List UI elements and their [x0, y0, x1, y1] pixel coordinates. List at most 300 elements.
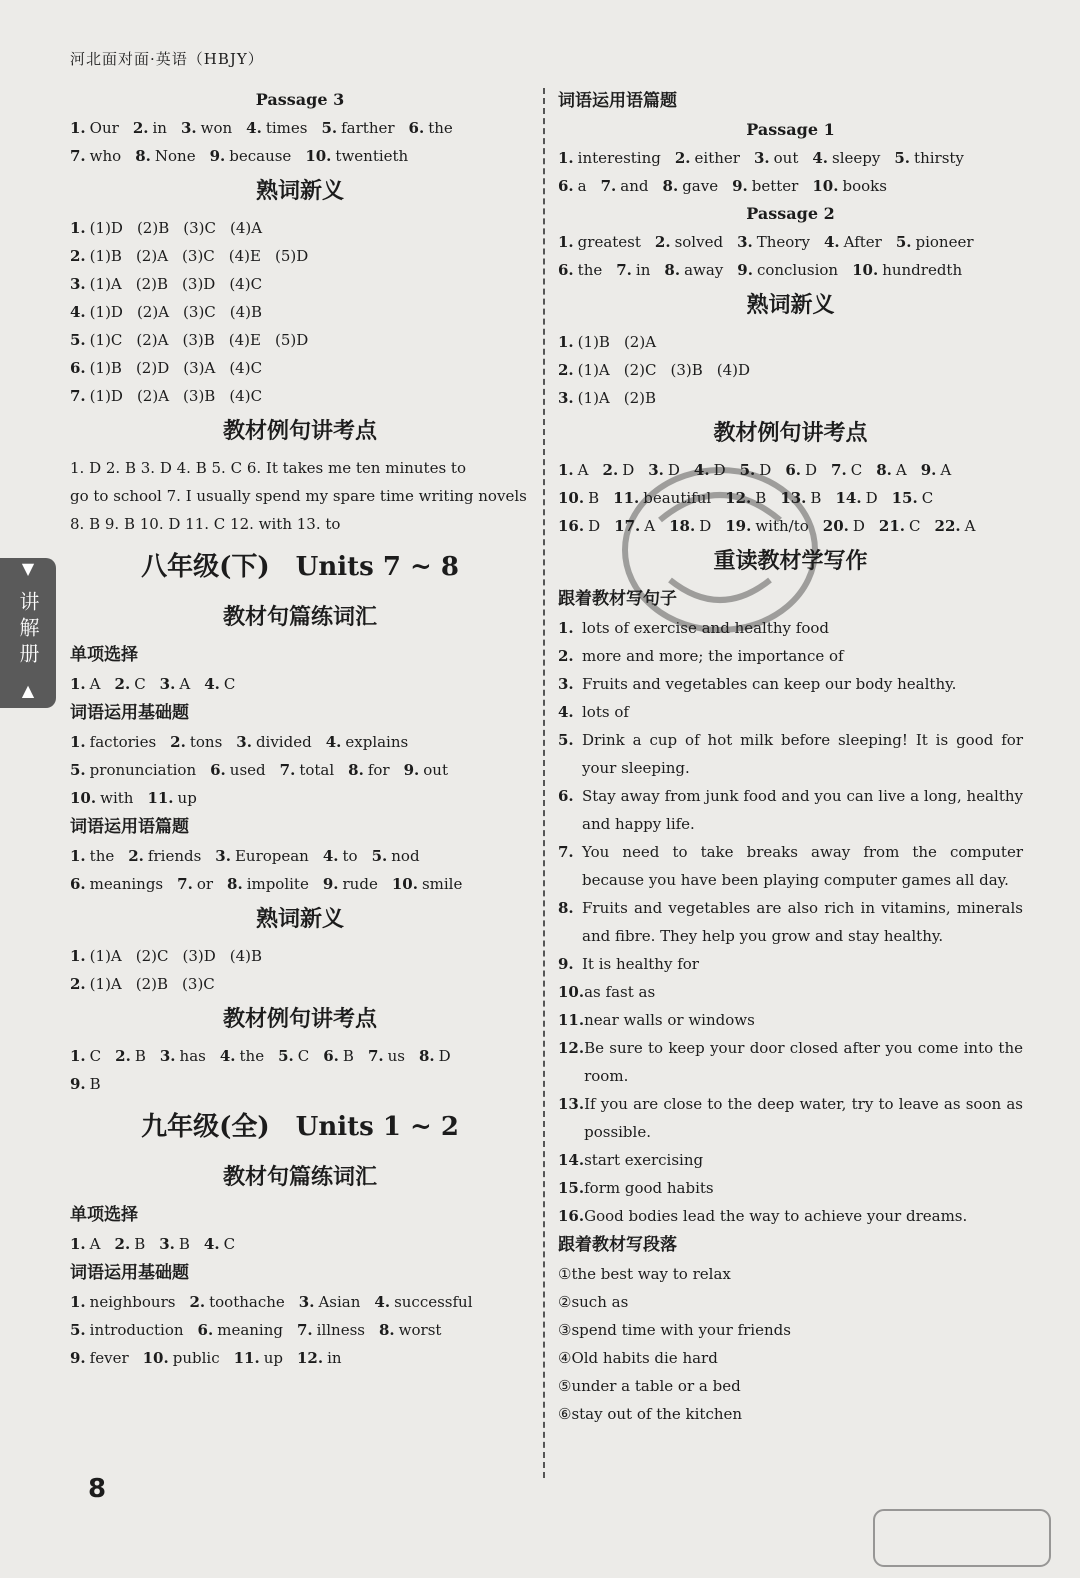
sentence-text: start exercising: [584, 1151, 704, 1169]
answer-number: 8.: [664, 261, 681, 279]
answer-number: 7.: [367, 1047, 384, 1065]
answer-value: (2)B: [623, 389, 657, 407]
answer-number: 11.: [233, 1349, 260, 1367]
answer-group: [558, 456, 1023, 540]
answer-group: [70, 1288, 530, 1372]
answer-group: [70, 942, 530, 998]
answer-line: [70, 142, 530, 170]
answer-value: in: [327, 1349, 342, 1367]
answer-number: 1.: [70, 947, 86, 965]
answer-value: A: [577, 461, 589, 479]
answer-value: A: [644, 517, 656, 535]
answer-value: (4)D: [716, 361, 751, 379]
sentence-number: 2.: [558, 647, 574, 665]
paragraph-item: ①the best way to relax: [558, 1265, 731, 1283]
answer-number: 13.: [780, 489, 807, 507]
section-heading: 教材句篇练词汇: [222, 1165, 377, 1190]
answer-number: 8.: [348, 761, 364, 779]
answer-value: (2)A: [623, 333, 657, 351]
section-heading: 教材例句讲考点: [222, 419, 377, 444]
answer-number: 1.: [70, 733, 86, 751]
answer-value: C: [89, 1047, 102, 1065]
answer-number: 7.: [70, 387, 86, 405]
answer-number: 2.: [70, 975, 86, 993]
answer-number: 2.: [674, 149, 691, 167]
answer-value: twentieth: [335, 147, 409, 165]
answer-value: won: [200, 119, 233, 137]
answer-value: factories: [89, 733, 157, 751]
sentence-text: near walls or windows: [584, 1011, 755, 1029]
answer-number: 6.: [210, 761, 226, 779]
answer-group: [70, 1230, 530, 1258]
subsection-heading: 词语运用语篇题: [558, 91, 677, 111]
subsection-heading: 跟着教材写段落: [558, 1235, 677, 1255]
answer-value: or: [196, 875, 214, 893]
answer-value: A: [89, 1235, 101, 1253]
section-heading: 熟词新义: [746, 293, 835, 318]
answer-number: 6.: [558, 261, 574, 279]
answer-line: [70, 870, 530, 898]
answer-line: [558, 512, 1023, 540]
answer-value: (5)D: [274, 247, 309, 265]
sentence-number: 7.: [558, 843, 574, 861]
sentence-item: [558, 1202, 1023, 1230]
answer-number: 7.: [831, 461, 847, 479]
answer-value: the: [89, 847, 115, 865]
answer-line: [70, 784, 530, 812]
answer-line: [70, 970, 530, 998]
answer-line: [70, 298, 530, 326]
answer-number: 7.: [616, 261, 632, 279]
answer-value: (2)D: [135, 359, 170, 377]
sentence-text: form good habits: [584, 1179, 714, 1197]
answer-value: with: [100, 789, 134, 807]
answer-number: 11.: [613, 489, 640, 507]
section-heading: 熟词新义: [255, 907, 344, 932]
answer-number: 3.: [648, 461, 664, 479]
answer-value: C: [297, 1047, 310, 1065]
answer-value: After: [843, 233, 882, 251]
answer-number: 3.: [753, 149, 770, 167]
answer-value: who: [89, 147, 122, 165]
answer-value: (3)C: [183, 219, 216, 237]
answer-value: greatest: [577, 233, 641, 251]
answer-value: C: [134, 675, 146, 693]
answer-line: [558, 384, 1023, 412]
sentence-number: 1.: [558, 619, 574, 637]
answer-value: worst: [398, 1321, 442, 1339]
answer-value: tons: [189, 733, 223, 751]
sentence-item: [558, 1146, 1023, 1174]
answer-value: (1)A: [89, 947, 122, 965]
answer-number: 4.: [204, 675, 220, 693]
answer-value: D: [438, 1047, 451, 1065]
answer-line: [70, 1230, 530, 1258]
sentence-item: [558, 782, 1023, 838]
sentence-item: [558, 838, 1023, 894]
answer-number: 6.: [558, 177, 574, 195]
answer-group: [70, 214, 530, 410]
answer-number: 17.: [614, 517, 641, 535]
answer-value: (2)A: [135, 247, 169, 265]
passage-title: Passage 2: [746, 204, 835, 223]
answer-value: (1)A: [89, 275, 122, 293]
answer-number: 3.: [558, 389, 574, 407]
chevron-up-icon: ▲: [21, 681, 35, 700]
answer-value: in: [635, 261, 651, 279]
answer-number: 10.: [70, 789, 97, 807]
sentence-number: 9.: [558, 955, 574, 973]
sentence-number: 13.: [558, 1095, 585, 1113]
answer-value: A: [940, 461, 952, 479]
answer-number: 5.: [895, 233, 912, 251]
answer-value: has: [179, 1047, 206, 1065]
answer-number: 2.: [189, 1293, 206, 1311]
sentence-text: Be sure to keep your door closed after you come into the room.: [584, 1039, 1023, 1085]
answer-value: (1)D: [89, 219, 123, 237]
answer-value: (3)B: [670, 361, 703, 379]
answer-value: explains: [345, 733, 409, 751]
answer-number: 2.: [70, 247, 86, 265]
answer-number: 10.: [852, 261, 879, 279]
answer-number: 4.: [246, 119, 262, 137]
answer-value: (2)C: [135, 947, 169, 965]
answer-number: 9.: [209, 147, 226, 165]
answer-value: (1)C: [89, 331, 123, 349]
answer-value: (1)A: [577, 361, 610, 379]
answer-number: 1.: [70, 119, 86, 137]
paragraph-item: ②such as: [558, 1293, 629, 1311]
answer-number: 1.: [558, 333, 574, 351]
answer-number: 3.: [70, 275, 86, 293]
answer-number: 5.: [70, 331, 86, 349]
answer-value: D: [667, 461, 680, 479]
answer-number: 4.: [374, 1293, 391, 1311]
answer-number: 2.: [114, 1235, 131, 1253]
side-tab-label: 讲解册: [16, 591, 40, 669]
answer-line: [70, 214, 530, 242]
answer-value: (4)A: [229, 219, 263, 237]
answer-line: [70, 728, 530, 756]
answer-value: used: [229, 761, 266, 779]
answer-value: (5)D: [274, 331, 309, 349]
answer-number: 12.: [725, 489, 752, 507]
sentence-item: [558, 1090, 1023, 1146]
answer-value: (2)A: [136, 331, 169, 349]
sentence-item: [558, 614, 1023, 642]
answer-value: (2)B: [135, 275, 169, 293]
answer-value: to: [342, 847, 358, 865]
answer-value: with/to: [755, 517, 809, 535]
answer-number: 3.: [737, 233, 753, 251]
answer-value: B: [810, 489, 822, 507]
answer-line: [558, 172, 1023, 200]
answer-value: B: [134, 1047, 146, 1065]
watermark-logo: [872, 1508, 1052, 1568]
answer-value: successful: [394, 1293, 473, 1311]
passage-title: Passage 3: [255, 90, 345, 109]
answer-value: friends: [147, 847, 202, 865]
answer-value: A: [895, 461, 907, 479]
answer-number: 10.: [142, 1349, 169, 1367]
answer-number: 8.: [227, 875, 243, 893]
answer-number: 1.: [70, 1293, 86, 1311]
answer-value: meanings: [89, 875, 164, 893]
answer-number: 21.: [878, 517, 906, 535]
answer-value: C: [921, 489, 934, 507]
answer-line: [558, 356, 1023, 384]
logo-graphic: [872, 1508, 1052, 1568]
sentence-text: Fruits and vegetables are also rich in vitamins, minerals and fibre. They help you grow and stay healthy.: [582, 899, 1023, 945]
answer-number: 3.: [159, 675, 176, 693]
answer-number: 8.: [378, 1321, 395, 1339]
answer-value: D: [699, 517, 712, 535]
answer-value: (2)B: [136, 219, 170, 237]
page-number: 8: [88, 1474, 107, 1504]
answer-number: 6.: [70, 359, 86, 377]
sentence-text: lots of: [582, 703, 629, 721]
page-header: 河北面对面·英语（HBJY）: [70, 50, 264, 68]
answer-group: [558, 144, 1023, 200]
answer-number: 8.: [418, 1047, 435, 1065]
answer-value: (1)A: [89, 975, 122, 993]
answer-value: toothache: [209, 1293, 285, 1311]
answer-value: meaning: [217, 1321, 283, 1339]
answer-number: 6.: [785, 461, 801, 479]
sentence-number: 8.: [558, 899, 574, 917]
sentence-item: [558, 670, 1023, 698]
answer-number: 7.: [279, 761, 296, 779]
answer-value: Asian: [318, 1293, 361, 1311]
answer-number: 4.: [693, 461, 710, 479]
answer-number: 6.: [323, 1047, 339, 1065]
subsection-heading: 跟着教材写句子: [558, 589, 677, 609]
answer-value: (1)D: [89, 387, 123, 405]
answer-number: 3.: [298, 1293, 315, 1311]
answer-line: [70, 842, 530, 870]
answer-number: 9.: [403, 761, 420, 779]
answer-line: [70, 326, 530, 354]
answer-number: 4.: [325, 733, 342, 751]
answer-number: 9.: [70, 1075, 86, 1093]
answer-value: (4)E: [228, 247, 261, 265]
answer-value: public: [172, 1349, 220, 1367]
answer-value: up: [263, 1349, 283, 1367]
answer-line: [70, 242, 530, 270]
answer-value: introduction: [89, 1321, 184, 1339]
sentence-number: 10.: [558, 983, 585, 1001]
answer-value: times: [265, 119, 308, 137]
answer-number: 18.: [669, 517, 696, 535]
answer-number: 9.: [322, 875, 339, 893]
answer-value: A: [179, 675, 191, 693]
answer-value: None: [154, 147, 196, 165]
answer-value: D: [622, 461, 635, 479]
sentence-number: 15.: [558, 1179, 585, 1197]
answer-number: 22.: [934, 517, 961, 535]
answer-value: out: [423, 761, 448, 779]
subsection-heading: 词语运用语篇题: [70, 817, 189, 837]
answer-line: [70, 756, 530, 784]
side-tab: [0, 558, 56, 708]
sentence-item: [558, 1174, 1023, 1202]
answer-number: 11.: [147, 789, 174, 807]
answer-line: [558, 456, 1023, 484]
answer-line: [558, 256, 1023, 284]
answer-number: 3.: [236, 733, 252, 751]
answer-number: 9.: [732, 177, 748, 195]
answer-value: fever: [89, 1349, 129, 1367]
answer-value: (3)C: [182, 975, 215, 993]
answer-value: B: [178, 1235, 190, 1253]
answer-value: conclusion: [756, 261, 839, 279]
paragraph-item: ⑤under a table or a bed: [558, 1377, 741, 1395]
answer-number: 3.: [215, 847, 231, 865]
right-column: [558, 86, 1023, 1428]
answer-number: 4.: [203, 1235, 220, 1253]
grade-heading: 九年级(全) Units 1 ~ 2: [141, 1112, 459, 1142]
answer-value: C: [223, 1235, 236, 1253]
answer-value: (4)C: [229, 359, 263, 377]
answer-value: (3)C: [182, 247, 215, 265]
answer-value: in: [152, 119, 167, 137]
sentence-item: [558, 1034, 1023, 1090]
answer-number: 2.: [654, 233, 671, 251]
sentence-number: 12.: [558, 1039, 585, 1057]
answer-number: 3.: [159, 1047, 176, 1065]
answer-value: a: [577, 177, 587, 195]
answer-value: impolite: [246, 875, 309, 893]
sentence-list: [558, 614, 1023, 1230]
sentence-number: 3.: [558, 675, 574, 693]
answer-number: 8.: [876, 461, 892, 479]
answer-number: 4.: [70, 303, 86, 321]
answer-value: Our: [89, 119, 119, 137]
answer-number: 20.: [822, 517, 849, 535]
sentence-text: as fast as: [584, 983, 656, 1001]
answer-number: 7.: [296, 1321, 313, 1339]
answer-number: 9.: [70, 1349, 86, 1367]
answer-group: [70, 728, 530, 812]
answer-number: 9.: [737, 261, 753, 279]
answer-value: C: [909, 517, 921, 535]
answer-number: 1.: [558, 233, 574, 251]
answer-number: 2.: [114, 675, 131, 693]
answer-value: pioneer: [915, 233, 974, 251]
answer-number: 10.: [391, 875, 418, 893]
answer-value: (4)C: [229, 275, 263, 293]
answer-number: 5.: [739, 461, 756, 479]
answer-value: (4)B: [229, 947, 263, 965]
answer-value: neighbours: [89, 1293, 176, 1311]
sentence-item: [558, 642, 1023, 670]
answer-value: European: [234, 847, 309, 865]
answer-value: books: [842, 177, 887, 195]
answer-value: B: [588, 489, 600, 507]
sentence-number: 14.: [558, 1151, 585, 1169]
paragraph-item: ⑥stay out of the kitchen: [558, 1405, 743, 1423]
answer-number: 3.: [180, 119, 197, 137]
section-heading: 教材例句讲考点: [713, 421, 868, 446]
sentence-text: Drink a cup of hot milk before sleeping! It is good for your sleeping.: [582, 731, 1023, 777]
sentence-text: If you are close to the deep water, try to leave as soon as possible.: [584, 1095, 1023, 1141]
answer-line: [70, 270, 530, 298]
answer-value: D: [588, 517, 601, 535]
section-heading: 教材例句讲考点: [222, 1007, 377, 1032]
answer-value: B: [755, 489, 767, 507]
answer-value: because: [229, 147, 292, 165]
answer-group: [70, 842, 530, 898]
answer-value: illness: [316, 1321, 365, 1339]
answer-value: out: [773, 149, 799, 167]
answer-value: (1)B: [89, 247, 122, 265]
answer-value: (2)C: [623, 361, 657, 379]
sentence-text: more and more; the importance of: [582, 647, 844, 665]
answer-value: the: [577, 261, 603, 279]
answer-value: smile: [421, 875, 463, 893]
answer-value: farther: [341, 119, 395, 137]
answer-number: 4.: [823, 233, 840, 251]
sentence-item: [558, 1006, 1023, 1034]
answer-value: (4)B: [229, 303, 263, 321]
answer-value: (3)D: [182, 275, 216, 293]
paragraph-item: ④Old habits die hard: [558, 1349, 718, 1367]
answer-number: 12.: [296, 1349, 324, 1367]
answer-value: better: [751, 177, 799, 195]
answer-value: A: [964, 517, 976, 535]
column-divider: [543, 88, 545, 1478]
section-heading: 重读教材学写作: [713, 549, 868, 574]
answer-line: [70, 114, 530, 142]
sentence-text: Good bodies lead the way to achieve your dreams.: [584, 1207, 968, 1225]
answer-value: the: [239, 1047, 265, 1065]
answer-text-block: [70, 454, 530, 538]
answer-number: 8.: [135, 147, 151, 165]
answer-group: [70, 1042, 530, 1098]
answer-line: [70, 1344, 530, 1372]
answer-number: 10.: [305, 147, 332, 165]
answer-line: go to school 7. I usually spend my spare time writing novels: [70, 487, 527, 505]
answer-line: [558, 328, 1023, 356]
answer-number: 2.: [115, 1047, 131, 1065]
subsection-heading: 单项选择: [70, 645, 138, 665]
sentence-number: 6.: [558, 787, 574, 805]
answer-number: 6.: [197, 1321, 214, 1339]
sentence-text: Stay away from junk food and you can live a long, healthy and happy life.: [582, 787, 1023, 833]
sentence-number: 4.: [558, 703, 574, 721]
answer-value: thirsty: [914, 149, 964, 167]
answer-value: D: [713, 461, 726, 479]
answer-value: pronunciation: [89, 761, 197, 779]
answer-line: [70, 670, 530, 698]
answer-number: 5.: [70, 761, 86, 779]
passage-title: Passage 1: [746, 120, 835, 139]
answer-line: [70, 1288, 530, 1316]
answer-value: C: [223, 675, 236, 693]
answer-number: 1.: [70, 1047, 86, 1065]
sentence-text: Fruits and vegetables can keep our body healthy.: [582, 675, 957, 693]
answer-group: [70, 114, 530, 170]
answer-number: 2.: [128, 847, 144, 865]
answer-value: gave: [682, 177, 719, 195]
answer-value: us: [387, 1047, 405, 1065]
answer-number: 16.: [558, 517, 585, 535]
answer-number: 2.: [602, 461, 619, 479]
answer-value: (3)D: [182, 947, 216, 965]
answer-number: 1.: [70, 847, 86, 865]
answer-line: [558, 144, 1023, 172]
section-heading: 教材句篇练词汇: [222, 605, 377, 630]
